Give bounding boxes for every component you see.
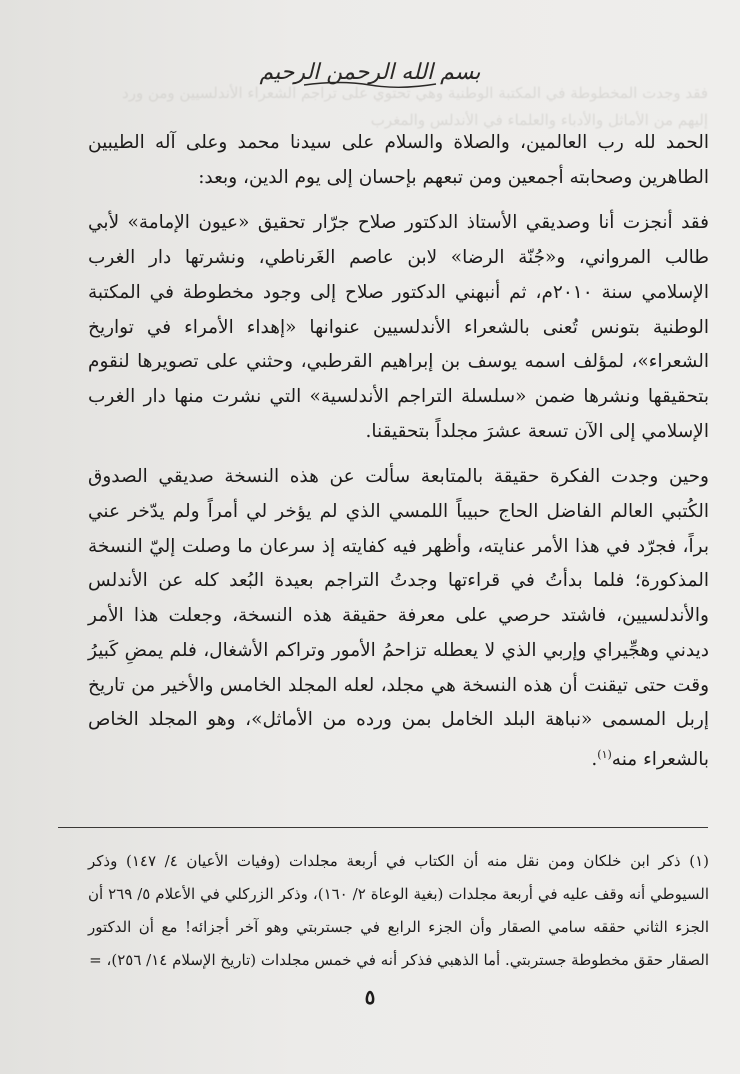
footnote-reference[interactable]: (١) [597, 747, 612, 761]
page-number: ٥ [364, 985, 376, 1009]
paragraph-manuscript: وحين وجدت الفكرة حقيقة بالمتابعة سألت عن هذه النسخة صديقي الصدوق الكُتبي العالم الفاضل الحاج حبيباً اللمسي الذي لم يؤخر لي أمراً ولم يدّخر عني براً، فجرّد في هذا الأمر عنايته، وأظهر فيه كفايته إذ سرعان ما وصلت إليّ النسخة المذكورة؛ فلما بدأتُ في قراءتها وجدتُ التراجم بعيدة البُعد كله عن الأندلس والأندلسيين، فاشتد حرصي على معرفة حقيقة هذه النسخة، وجعلت هذا الأمر ديدني وهجِّيراي وإربي الذي لا يعطله تزاحمُ الأمور وتراكم الأشغال، فلم يمضِ كَبيرُ وقت حتى تيقنت أن هذه النسخة هي مجلد، لعله المجلد الخامس والأخير من تاريخ إربل المسمى «نباهة البلد الخامل بمن ورده من الأماثل»، وهو المجلد الخاص بالشعراء منه$^{(١)}$. [88, 466, 709, 771]
footnote-1: (١) ذكر ابن خلكان ومن نقل منه أن الكتاب في أربعة مجلدات (وفيات الأعيان ٤/ ١٤٧) وذكر السيوطي أنه وقف عليه في أربعة مجلدات (بغية الوعاة ٢/ ١٦٠)، وذكر الزركلي في الأعلام ٥/ ٢٦٩ أن الجزء الثاني حققه سامي الصقار وأن الجزء الرابع في جستربتي وهو آخر أجزائه! مع أن الدكتور الصقار حقق مخطوطة جستربتي. أما الذهبي فذكر أنه في خمس مجلدات (تاريخ الإسلام ١٤/ ٢٥٦)، = [88, 852, 709, 969]
basmala-text: بسم الله الرحمن الرحيم [259, 60, 481, 85]
basmala-header [0, 60, 740, 89]
bleed-through-text: فقد وجدت المخطوطة في المكتبة الوطنية وهي تحتوي على تراجم الشعراء الأندلسيين ومن ورد إليهم من الأماثل والأدباء والعلماء في الأندلس والمغرب [122, 84, 708, 129]
footnote-divider [58, 827, 708, 828]
paragraph-intro: فقد أنجزت أنا وصديقي الأستاذ الدكتور صلاح جرّار تحقيق «عيون الإمامة» لأبي طالب المرواني، و«جُنّة الرضا» لابن عاصم الغَرناطي، ونشرتها دار الغرب الإسلامي سنة ٢٠١٠م، ثم أنبهني الدكتور صلاح إلى وجود مخطوطة في المكتبة الوطنية بتونس تُعنى بالشعراء الأندلسيين عنوانها «إهداء الأمراء في تواريخ الشعراء»، لمؤلف اسمه يوسف بن إبراهيم القرطبي، وحثني على تصويرها لنقوم بتحقيقها ونشرها ضمن «سلسلة التراجم الأندلسية» التي نشرت منها دار الغرب الإسلامي إلى الآن تسعة عشرَ مجلداً بتحقيقنا. [88, 212, 709, 442]
paragraph-manuscript-text: وحين وجدت الفكرة حقيقة بالمتابعة سألت عن هذه النسخة صديقي الصدوق الكُتبي العالم الفاضل الحاج حبيباً اللمسي الذي لم يؤخر لي أمراً ولم يدّخر عني براً، فجرّد في هذا الأمر عنايته، وأظهر فيه كفايته إذ سرعان ما وصلت إليّ النسخة المذكورة؛ فلما بدأتُ في قراءتها وجدتُ التراجم بعيدة البُعد كله عن الأندلس والأندلسيين، فاشتد حرصي على معرفة حقيقة هذه النسخة، وجعلت هذا الأمر ديدني وهجِّيراي وإربي الذي لا يعطله تزاحمُ الأمور وتراكم الأشغال، فلم يمضِ كَبيرُ وقت حتى تيقنت أن هذه النسخة هي مجلد، لعله المجلد الخامس والأخير من تاريخ إربل المسمى «نباهة البلد الخامل بمن ورده من الأماثل»، وهو المجلد الخاص بالشعراء منه [88, 466, 709, 771]
paragraph-opening: الحمد لله رب العالمين، والصلاة والسلام على سيدنا محمد وعلى آله الطيبين الطاهرين وصحابته أجمعين ومن تبعهم بإحسان إلى يوم الدين، وبعد: [88, 132, 709, 188]
main-text [88, 126, 709, 789]
